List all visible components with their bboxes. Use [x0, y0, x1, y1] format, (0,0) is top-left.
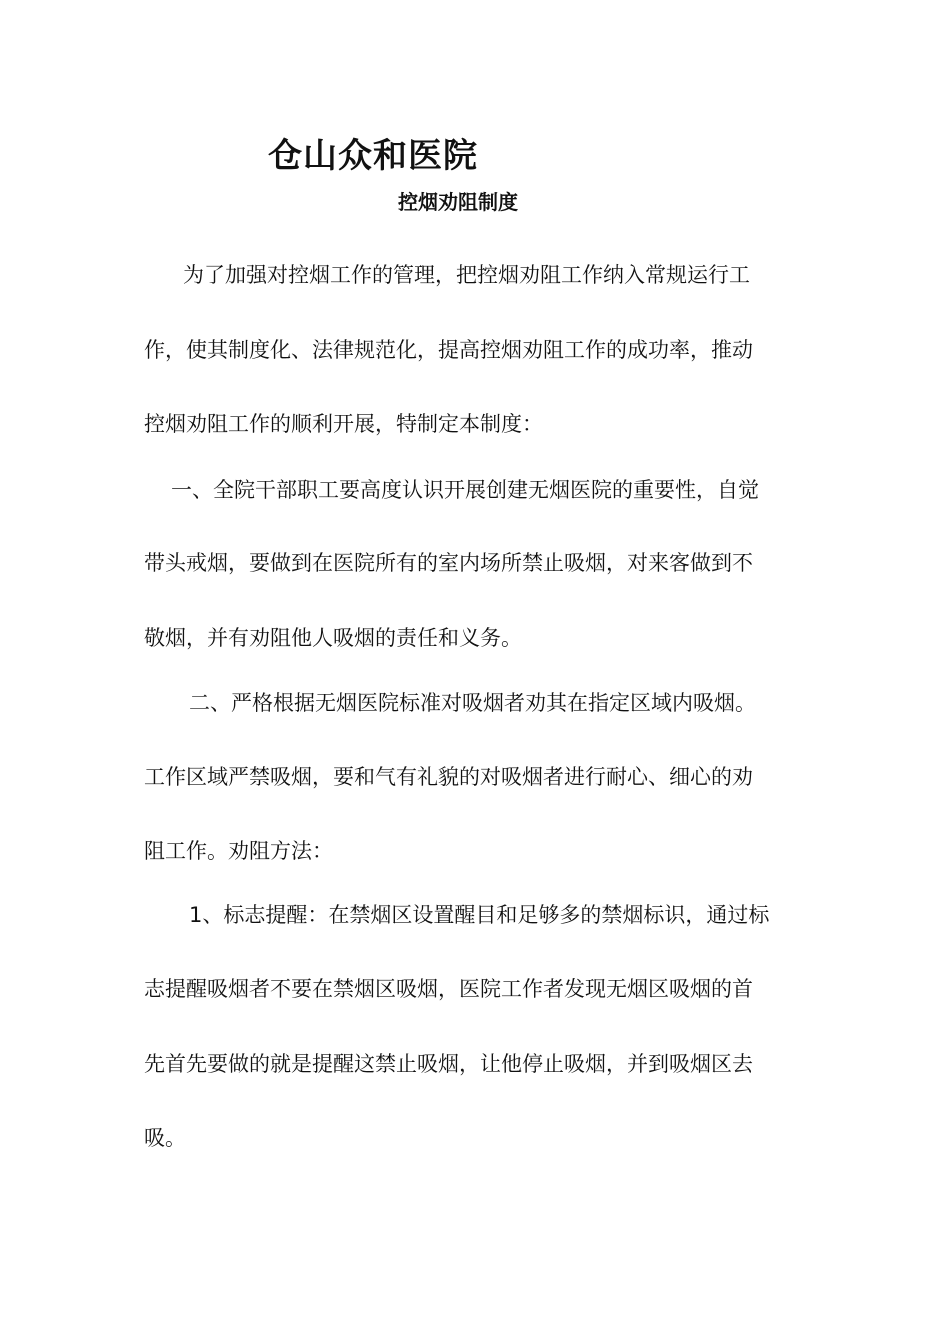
paragraph-line: 阻工作。劝阻方法： [144, 839, 333, 863]
paragraph-line: 为了加强对控烟工作的管理，把控烟劝阻工作纳入常规运行工 [183, 263, 750, 287]
paragraph-line: 作，使其制度化、法律规范化，提高控烟劝阻工作的成功率，推动 [144, 338, 753, 362]
paragraph-line: 先首先要做的就是提醒这禁止吸烟，让他停止吸烟，并到吸烟区去 [144, 1052, 753, 1076]
paragraph-line: 带头戒烟，要做到在医院所有的室内场所禁止吸烟，对来客做到不 [144, 551, 753, 575]
paragraph-line: 敬烟，并有劝阻他人吸烟的责任和义务。 [144, 626, 522, 650]
paragraph-line: 工作区域严禁吸烟，要和气有礼貌的对吸烟者进行耐心、细心的劝 [144, 765, 753, 789]
paragraph-line: 1、标志提醒：在禁烟区设置醒目和足够多的禁烟标识，通过标 [189, 903, 770, 927]
document-subtitle: 控烟劝阻制度 [398, 190, 518, 214]
paragraph-line: 吸。 [144, 1126, 186, 1150]
paragraph-line: 二、严格根据无烟医院标准对吸烟者劝其在指定区域内吸烟。 [189, 691, 756, 715]
document-title: 仓山众和医院 [268, 136, 478, 176]
paragraph-line: 一、全院干部职工要高度认识开展创建无烟医院的重要性，自觉 [171, 478, 759, 502]
paragraph-line: 志提醒吸烟者不要在禁烟区吸烟，医院工作者发现无烟区吸烟的首 [144, 977, 753, 1001]
paragraph-line: 控烟劝阻工作的顺利开展，特制定本制度： [144, 412, 543, 436]
